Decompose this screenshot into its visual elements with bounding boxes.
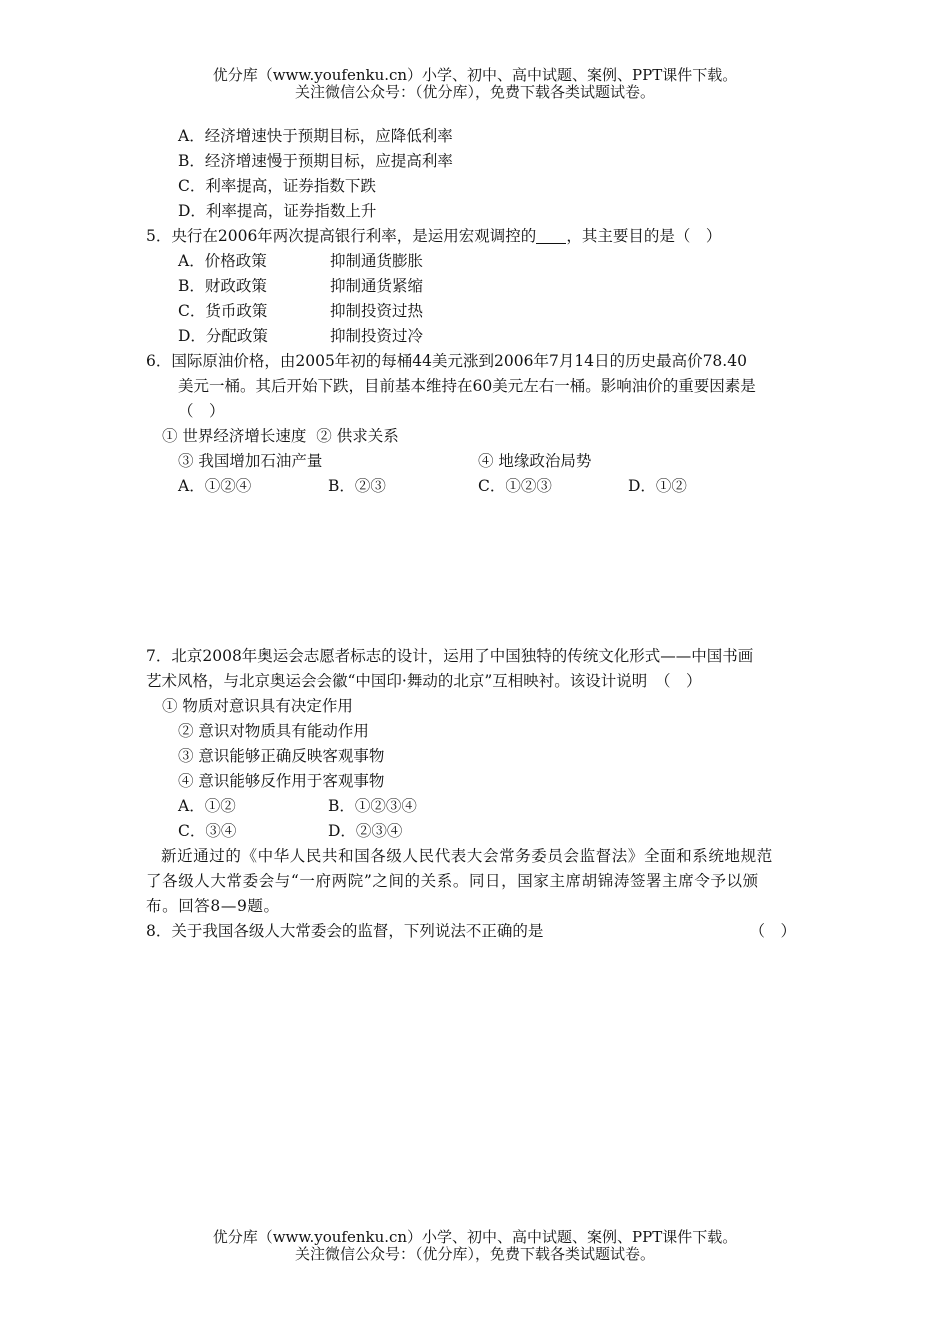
q6-stem-line-3: （ ）	[178, 402, 225, 420]
q5-option-d-goal: 抑制投资过冷	[330, 327, 424, 345]
q5-option-c	[146, 299, 816, 324]
material-line-2: 了各级人大常委会与“一府两院”之间的关系。同日，国家主席胡锦涛签署主席令予以颁	[146, 872, 759, 890]
page-header	[0, 67, 950, 101]
q7-item-2: ② 意识对物质具有能动作用	[178, 722, 369, 740]
material-line-3: 布。回答8—9题。	[146, 897, 280, 915]
q6-items-row-2	[146, 449, 816, 474]
q6-option-c: C．①②③	[478, 477, 552, 495]
q5-option-d	[146, 324, 816, 349]
material-paragraph	[146, 844, 816, 919]
q7-option-d: D．②③④	[328, 822, 403, 840]
q5-option-c-goal: 抑制投资过热	[330, 302, 424, 320]
exam-content	[146, 124, 816, 944]
q5-option-a	[146, 249, 816, 274]
q6-stem-line-1: 6．国际原油价格，由2005年初的每桶44美元涨到2006年7月14日的历史最高价78.40	[146, 352, 747, 370]
q4-option-b: B．经济增速慢于预期目标，应提高利率	[178, 152, 453, 170]
header-line-2: 关注微信公众号：（优分库），免费下载各类试题试卷。	[294, 83, 655, 101]
q4-option-a: A．经济增速快于预期目标，应降低利率	[178, 127, 453, 145]
q5-blank	[536, 227, 566, 244]
q7-stem-line-1: 7．北京2008年奥运会志愿者标志的设计，运用了中国独特的传统文化形式——中国书画	[146, 647, 754, 665]
q5-option-d-policy: D．分配政策	[178, 327, 268, 345]
q6-item-3: ③ 我国增加石油产量	[178, 452, 323, 470]
q6-option-a: A．①②④	[178, 477, 252, 495]
blank-space	[146, 499, 816, 644]
q5-option-c-policy: C．货币政策	[178, 302, 268, 320]
q5-stem	[146, 224, 816, 249]
q6-option-b: B．②③	[328, 477, 386, 495]
q7-item-4: ④ 意识能够反作用于客观事物	[178, 772, 385, 790]
q5-stem-after: ，其主要目的是（ ）	[566, 227, 722, 245]
q5-option-b-policy: B．财政政策	[178, 277, 267, 295]
q6-stem-line-2: 美元一桶。其后开始下跌，目前基本维持在60美元左右一桶。影响油价的重要因素是	[178, 377, 756, 395]
q7-option-b: B．①②③④	[328, 797, 417, 815]
q5-option-b	[146, 274, 816, 299]
q5-option-a-goal: 抑制通货膨胀	[330, 252, 424, 270]
page-footer	[0, 1229, 950, 1263]
q7-options-row-2	[146, 819, 816, 844]
q6-option-d: D．①②	[628, 477, 687, 495]
q7-stem-line-2: 艺术风格，与北京奥运会会徽“中国印·舞动的北京”互相映衬。该设计说明 （ ）	[146, 672, 702, 690]
q6-options	[146, 474, 816, 499]
q6-item-1: ① 世界经济增长速度	[162, 427, 307, 445]
q8-stem-row	[146, 919, 816, 944]
q7-option-a: A．①②	[178, 797, 236, 815]
q8-stem: 8．关于我国各级人大常委会的监督，下列说法不正确的是	[146, 922, 544, 940]
footer-line-2: 关注微信公众号：（优分库），免费下载各类试题试卷。	[294, 1245, 655, 1263]
q4-option-c: C．利率提高，证券指数下跌	[178, 177, 376, 195]
q8-answer-paren: （ ）	[749, 922, 796, 940]
header-line-1: 优分库（www.youfenku.cn）小学、初中、高中试题、案例、PPT课件下载。	[212, 66, 738, 84]
q6-item-4: ④ 地缘政治局势	[478, 452, 592, 470]
q6-items-row-1	[146, 424, 816, 449]
q5-option-a-policy: A．价格政策	[178, 252, 267, 270]
q5-stem-before: 5．央行在2006年两次提高银行利率，是运用宏观调控的	[146, 227, 537, 245]
q7-options-row-1	[146, 794, 816, 819]
q5-option-b-goal: 抑制通货紧缩	[330, 277, 424, 295]
q6-item-2: ② 供求关系	[316, 427, 399, 445]
q7-item-1: ① 物质对意识具有决定作用	[162, 697, 353, 715]
material-line-1: 新近通过的《中华人民共和国各级人民代表大会常务委员会监督法》全面和系统地规范	[161, 847, 773, 865]
q4-option-d: D．利率提高，证券指数上升	[178, 202, 377, 220]
q7-item-3: ③ 意识能够正确反映客观事物	[178, 747, 385, 765]
q7-option-c: C．③④	[178, 822, 237, 840]
footer-line-1: 优分库（www.youfenku.cn）小学、初中、高中试题、案例、PPT课件下载。	[212, 1228, 738, 1246]
